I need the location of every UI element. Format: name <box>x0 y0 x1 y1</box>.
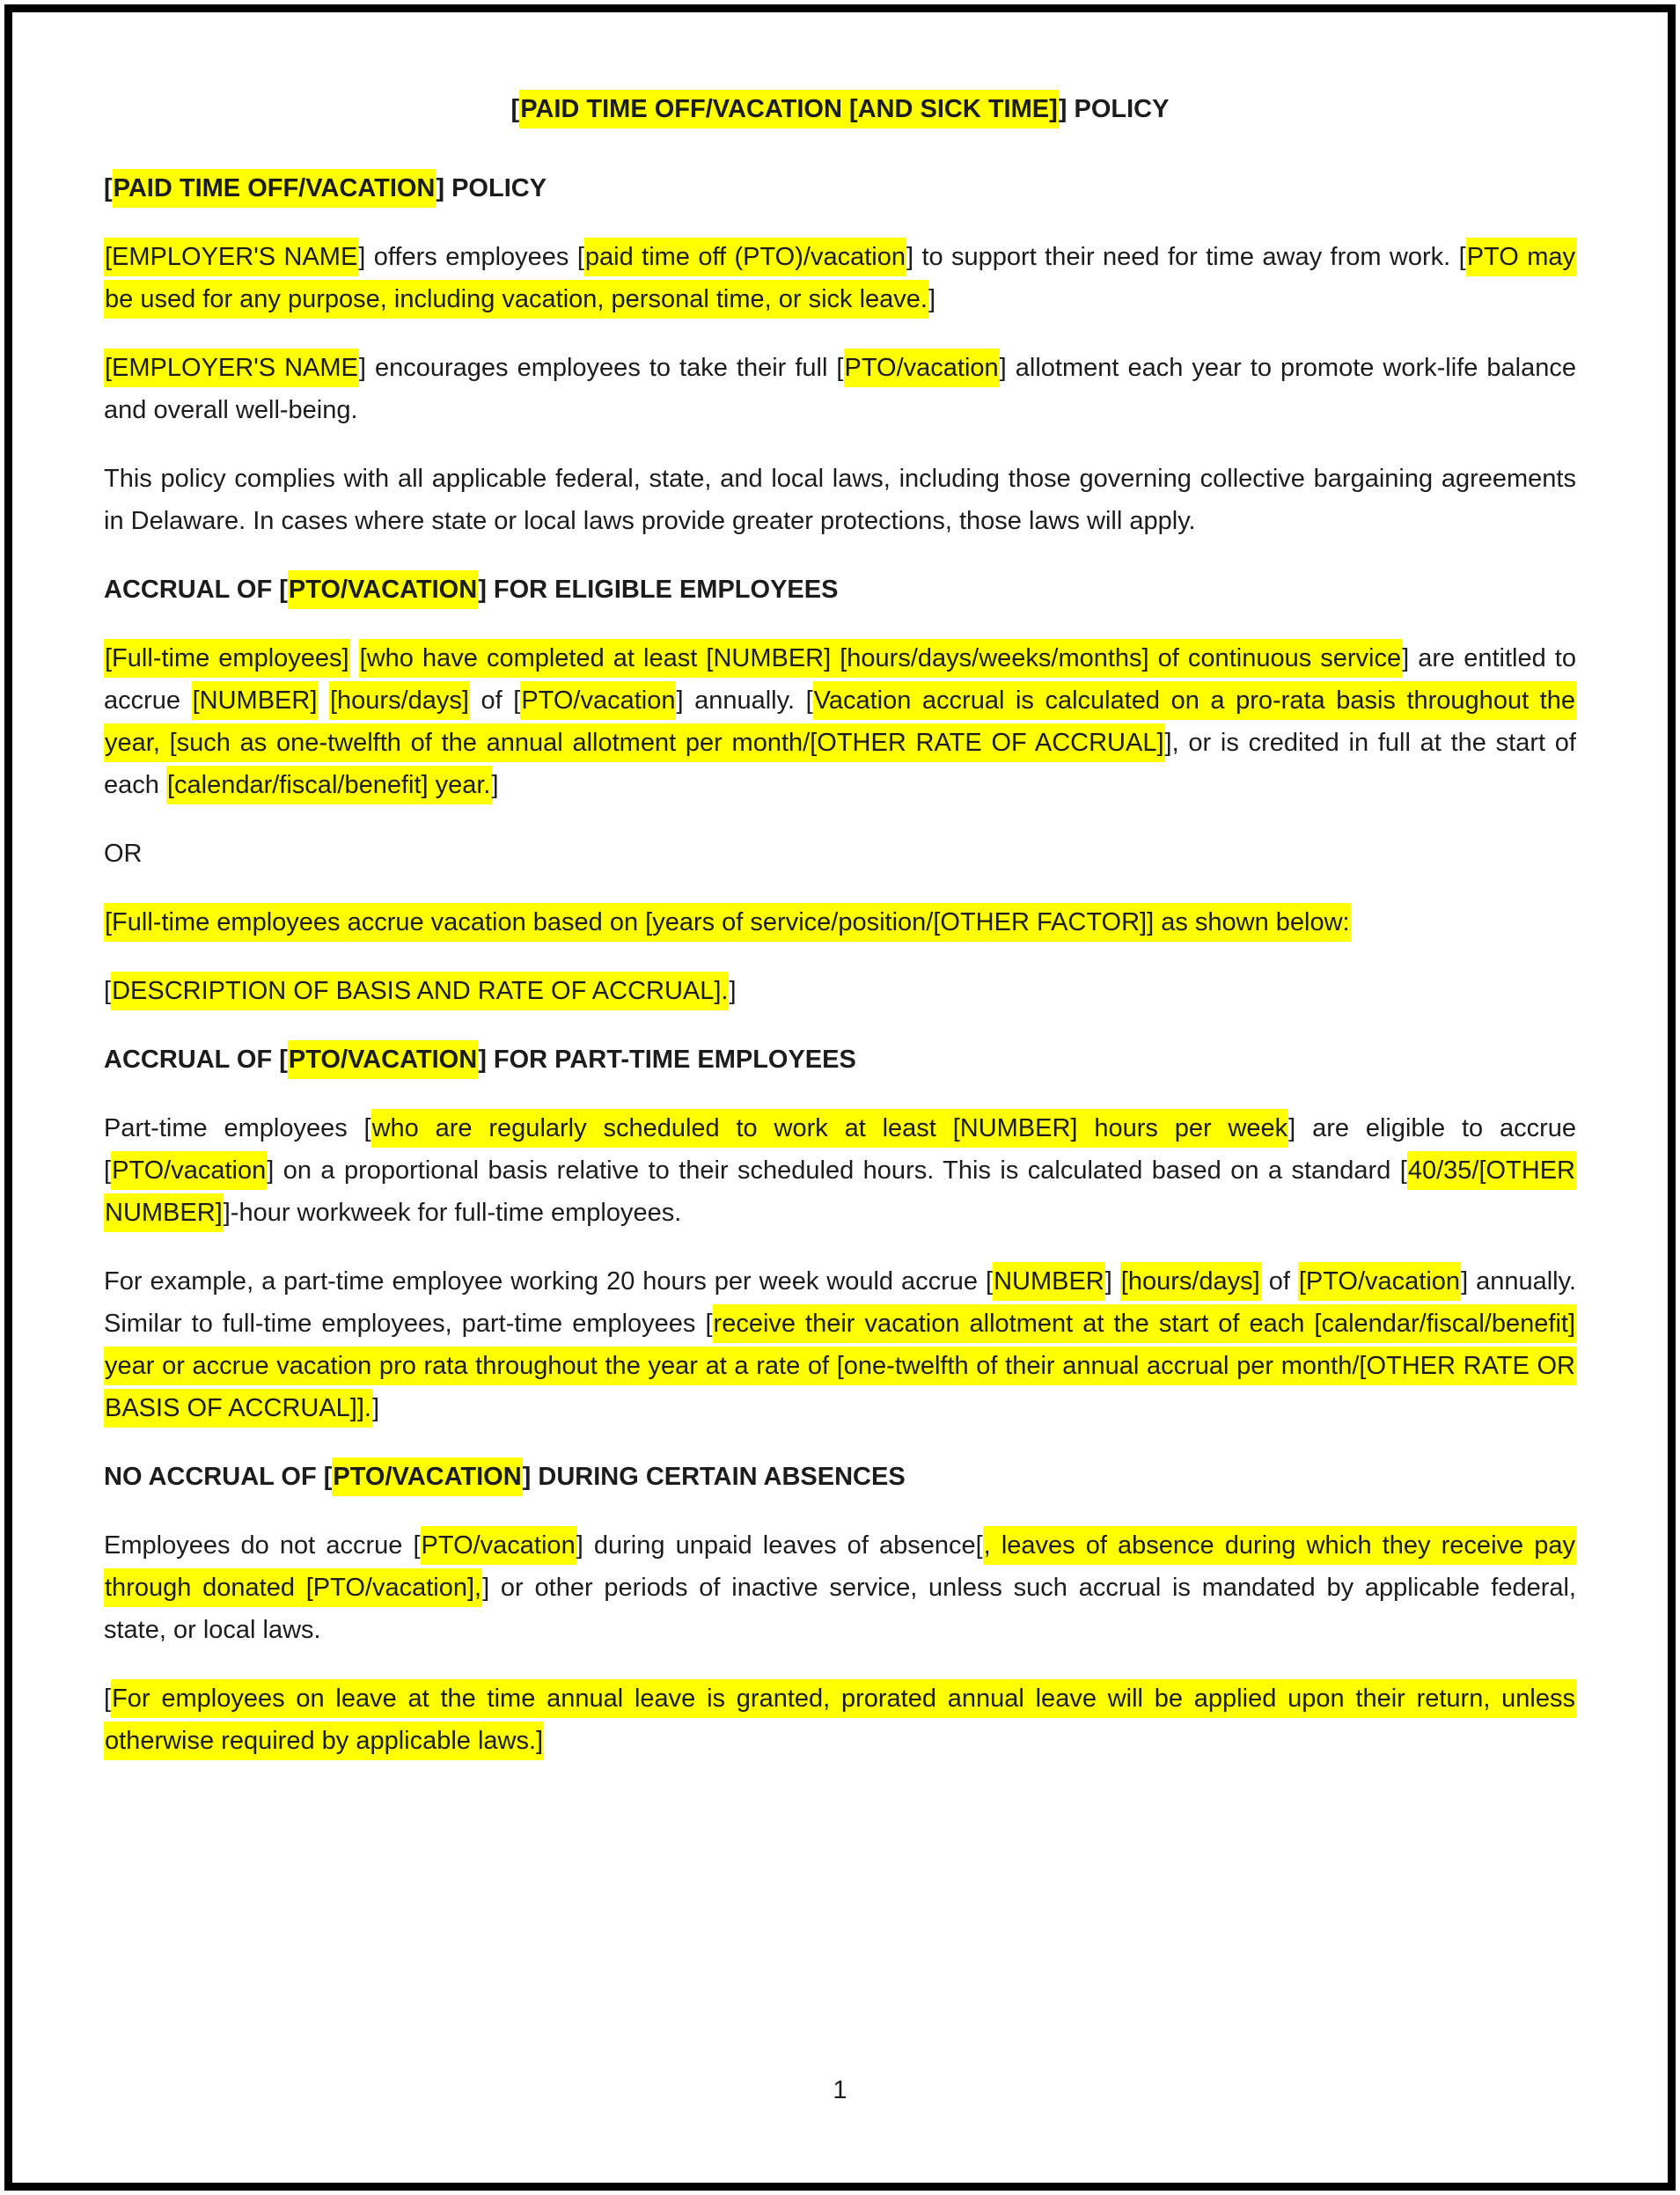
text-run: This policy complies with all applicable federal, state, and local laws, including those governing collective bargaining agreements in Delaware. In cases where state or local laws provide greater protections, those laws will apply. <box>104 465 1576 535</box>
text-run: ] to support their need for time away from work. [ <box>906 243 1466 271</box>
text-run: Employees do not accrue [ <box>104 1531 421 1560</box>
highlighted-text: For employees on leave at the time annual leave is granted, prorated annual leave will be applied upon their return, unless otherwise required by applicable laws.] <box>104 1679 1576 1760</box>
highlighted-text: PTO/VACATION <box>288 570 478 609</box>
highlighted-text: PTO may be used for any purpose, including vacation, personal time, or sick leave. <box>104 238 1576 319</box>
highlighted-text: [hours/days] <box>1120 1262 1261 1301</box>
highlighted-text: [NUMBER] <box>192 681 319 720</box>
heading-no-accrual <box>104 1456 1576 1498</box>
highlighted-text: PAID TIME OFF/VACATION <box>113 169 437 208</box>
page-border-frame <box>4 4 1676 2191</box>
text-run: ]-hour workweek for full-time employees. <box>223 1199 682 1227</box>
text-run: ACCRUAL OF [ <box>104 1046 288 1074</box>
text-run: of [ <box>469 686 521 715</box>
highlighted-text: PTO/vacation <box>844 349 1000 387</box>
text-run: NO ACCRUAL OF [ <box>104 1463 333 1491</box>
text-run: ] <box>371 1394 380 1422</box>
text-run: ] on a proportional basis relative to their scheduled hours. This is calculated based on a standard [ <box>267 1156 1407 1185</box>
text-run: [ <box>510 95 520 123</box>
text-run: ] are eligible to accrue [ <box>104 1114 1577 1185</box>
highlighted-text: [Full-time employees accrue vacation based on [years of service/position/[OTHER FACTOR]] as shown below: <box>104 903 1351 942</box>
highlighted-text: PTO/vacation <box>421 1526 576 1565</box>
highlighted-text: PAID TIME OFF/VACATION [AND SICK TIME] <box>519 90 1059 128</box>
heading-accrual-parttime <box>104 1039 1576 1081</box>
text-run: OR <box>104 840 143 868</box>
paragraph-intro-offer <box>104 236 1576 320</box>
text-run: ] encourages employees to take their full [ <box>358 354 844 382</box>
highlighted-text: PTO/vacation <box>520 681 676 720</box>
text-run: ] <box>491 771 499 799</box>
text-run: ] are entitled to accrue <box>104 644 1576 715</box>
paragraph-fulltime-alternative <box>104 901 1576 943</box>
text-run: ] or other periods of inactive service, unless such accrual is mandated by applicable federal, state, or local laws. <box>104 1574 1576 1644</box>
heading-pto-policy <box>104 167 1576 209</box>
text-run: ], or is credited in full at the start of each <box>104 729 1576 799</box>
paragraph-compliance <box>104 458 1576 542</box>
text-run: ] POLICY <box>1058 95 1170 123</box>
text-run: ] during unpaid leaves of absence[ <box>576 1531 983 1560</box>
highlighted-text: paid time off (PTO)/vacation <box>584 238 906 276</box>
paragraph-fulltime-accrual <box>104 637 1576 806</box>
highlighted-text: [Full-time employees] <box>104 639 350 678</box>
document-title <box>104 88 1576 130</box>
text-run: ] <box>1104 1267 1120 1296</box>
text-run: ] offers employees [ <box>358 243 584 271</box>
highlighted-text: [hours/days] <box>329 681 470 720</box>
text-run: ] FOR ELIGIBLE EMPLOYEES <box>478 576 839 604</box>
paragraph-no-accrual <box>104 1524 1576 1651</box>
highlighted-text: PTO/VACATION <box>332 1457 522 1496</box>
text-run <box>318 686 329 715</box>
text-run: ] FOR PART-TIME EMPLOYEES <box>478 1046 856 1074</box>
document-body <box>12 12 1668 2183</box>
heading-accrual-eligible <box>104 569 1576 611</box>
highlighted-text: DESCRIPTION OF BASIS AND RATE OF ACCRUAL]. <box>111 972 729 1010</box>
highlighted-text: Vacation accrual is calculated on a pro-rata basis throughout the year, [such as one-twelfth of the annual allotment per month/[OTHER RATE OF ACCRUAL] <box>104 681 1576 762</box>
text-run: Part-time employees [ <box>104 1114 371 1142</box>
highlighted-text: NUMBER <box>993 1262 1105 1301</box>
highlighted-text: who are regularly scheduled to work at least [NUMBER] hours per week <box>371 1109 1289 1148</box>
text-run: ACCRUAL OF [ <box>104 576 288 604</box>
text-run: For example, a part-time employee working 20 hours per week would accrue [ <box>104 1267 994 1296</box>
text-run: ] POLICY <box>436 174 547 202</box>
highlighted-text: 40/35/[OTHER NUMBER] <box>104 1151 1576 1232</box>
page-number: 1 <box>833 2076 847 2104</box>
text-run: ] annually. Similar to full-time employees, part-time employees [ <box>104 1267 1577 1338</box>
paragraph-parttime-example <box>104 1260 1576 1429</box>
highlighted-text: [EMPLOYER'S NAME <box>104 238 358 276</box>
highlighted-text: , leaves of absence during which they receive pay through donated [PTO/vacation], <box>104 1526 1576 1607</box>
paragraph-or-divider <box>104 833 1576 875</box>
text-run: ] allotment each year to promote work-life balance and overall well-being. <box>104 354 1576 424</box>
paragraph-accrual-description <box>104 970 1576 1012</box>
highlighted-text: [who have completed at least [NUMBER] [hours/days/weeks/months] of continuous service <box>359 639 1402 678</box>
text-run: ] annually. [ <box>676 686 813 715</box>
highlighted-text: receive their vacation allotment at the start of each [calendar/fiscal/benefit] year or accrue vacation pro rata throughout the year at a rate of [one-twelfth of their annual accrual per month/[OTHER RATE OR BASIS OF ACCRUAL]]. <box>104 1304 1576 1428</box>
text-run: ] DURING CERTAIN ABSENCES <box>522 1463 906 1491</box>
text-run: of <box>1260 1267 1298 1296</box>
text-run <box>350 644 359 672</box>
highlighted-text: [PTO/vacation <box>1298 1262 1461 1301</box>
paragraph-encourage-use <box>104 347 1576 431</box>
highlighted-text: PTO/vacation <box>111 1151 267 1190</box>
text-run: ] <box>729 977 737 1005</box>
text-run: ] <box>928 285 936 313</box>
text-run: [ <box>104 1685 112 1713</box>
text-run: [ <box>104 977 112 1005</box>
highlighted-text: PTO/VACATION <box>288 1040 478 1079</box>
paragraph-parttime-accrual <box>104 1107 1576 1234</box>
highlighted-text: [calendar/fiscal/benefit] year. <box>166 766 492 804</box>
highlighted-text: [EMPLOYER'S NAME <box>104 349 359 387</box>
paragraph-leave-proration <box>104 1677 1576 1762</box>
text-run: [ <box>104 174 113 202</box>
